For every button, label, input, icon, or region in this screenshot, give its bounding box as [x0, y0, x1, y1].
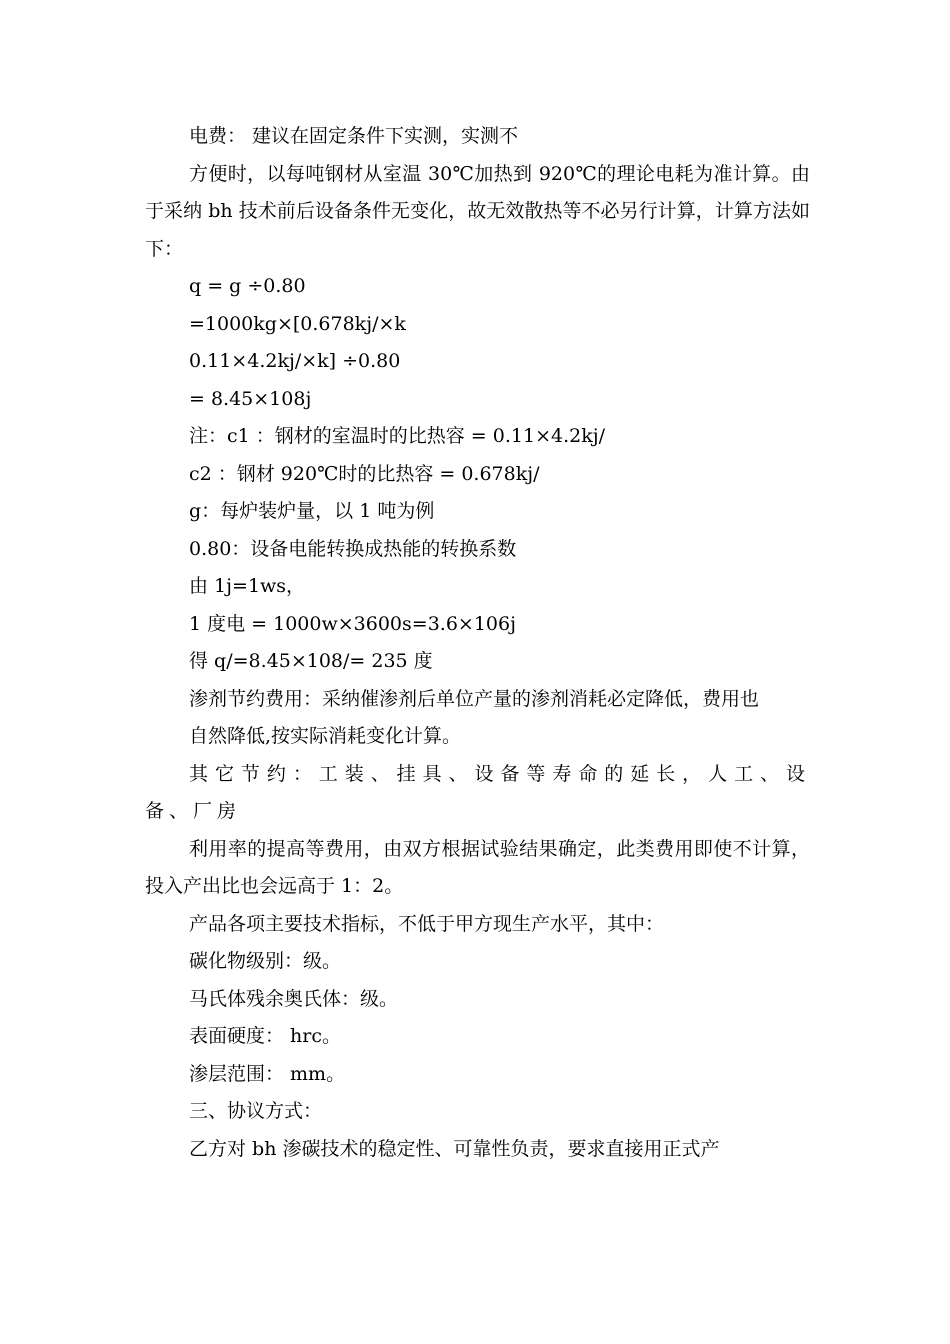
unit-conversion-2: 1 度电 = 1000w×3600s=3.6×106j — [189, 612, 516, 635]
result-line: 得 q/=8.45×108/= 235 度 — [189, 650, 433, 672]
indicator-layer-range: 渗层范围： mm。 — [189, 1062, 346, 1085]
formula-line-1: q = g ÷0.80 — [189, 275, 306, 297]
paragraph-electricity-cost: 电费： 建议在固定条件下实测，实测不 — [189, 125, 519, 147]
section-heading-agreement: 三、协议方式： — [189, 1100, 323, 1122]
paragraph-agreement: 乙方对 bh 渗碳技术的稳定性、可靠性负责，要求直接用正式产 — [189, 1137, 720, 1160]
note-c2: c2 ：钢材 920℃时的比热容 = 0.678kj/ — [189, 462, 540, 485]
document-page — [145, 118, 810, 1168]
formula-line-2: =1000kg×[0.678kj/×k — [189, 312, 406, 335]
paragraph-technical-indicators: 产品各项主要技术指标，不低于甲方现生产水平，其中： — [189, 912, 665, 935]
formula-line-4: = 8.45×108j — [189, 387, 312, 410]
note-c1: 注：c1 ：钢材的室温时的比热容 = 0.11×4.2kj/ — [189, 425, 606, 447]
indicator-martensite: 马氏体残余奥氏体：级。 — [189, 987, 399, 1010]
unit-conversion-1: 由 1j=1ws， — [189, 575, 306, 597]
indicator-hardness: 表面硬度： hrc。 — [189, 1025, 342, 1047]
paragraph-other-savings-cont: 利用率的提高等费用，由双方根据试验结果确定，此类费用即使不计算，投入产出比也会远高于 1：2。 — [145, 837, 810, 897]
paragraph-agent-savings-cont: 自然降低,按实际消耗变化计算。 — [189, 725, 462, 747]
indicator-carbide: 碳化物级别：级。 — [189, 950, 342, 972]
formula-line-3: 0.11×4.2kj/×k] ÷0.80 — [189, 350, 401, 372]
paragraph-other-savings: 其它节约：工装、挂具、设备等寿命的延长，人工、设备、厂房 — [145, 762, 810, 822]
paragraph-theoretical-consumption: 方便时，以每吨钢材从室温 30℃加热到 920℃的理论电耗为准计算。由于采纳 bh 技术前后设备条件无变化，故无效散热等不必另行计算，计算方法如下： — [145, 162, 810, 260]
paragraph-agent-savings: 渗剂节约费用：采纳催渗剂后单位产量的渗剂消耗必定降低，费用也 — [189, 687, 760, 710]
note-coefficient: 0.80：设备电能转换成热能的转换系数 — [189, 537, 517, 560]
note-g: g：每炉装炉量，以 1 吨为例 — [189, 500, 435, 522]
